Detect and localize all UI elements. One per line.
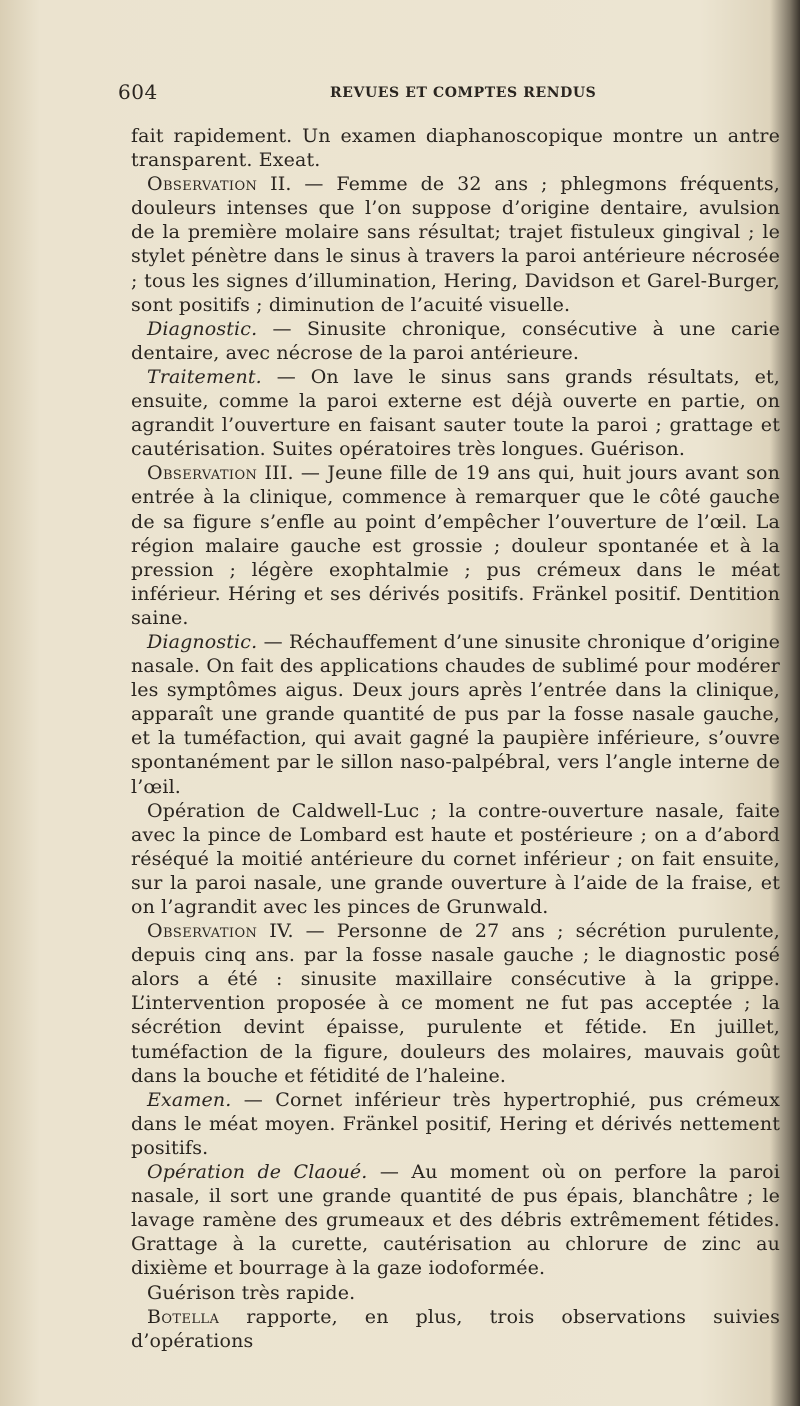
journal-title: REVUES ET COMPTES RENDUS bbox=[330, 85, 597, 101]
paragraph-intro: fait rapidement. Un examen diaphanoscopique montre un antre transparent. Exeat. bbox=[131, 125, 780, 172]
paragraph-observation-2: Observation II. — Femme de 32 ans ; phlegmons fréquents, douleurs intenses que l’on suppose d’origine dentaire, avulsion de la première molaire sans résultat; trajet fistuleux gingival ; le stylet pénètre dans le sinus à travers la paroi antérieure nécrosée ; tous les signes d’illumination, Hering, Davidson et Garel-Burger, sont positifs ; diminution de l’acuité visuelle. bbox=[131, 173, 780, 316]
observation-label: Observation bbox=[147, 462, 258, 485]
section-label: Diagnostic. bbox=[147, 630, 258, 653]
paragraph-observation-3: Observation III. — Jeune fille de 19 ans qui, huit jours avant son entrée à la clinique, commence à remarquer que le côté gauche de sa figure s’enfle au point d’empêcher l’ouverture de l’œil. La région malaire gauche est grossie ; douleur spontanée et à la pression ; légère exophtalmie ; pus crémeux dans le méat inférieur. Héring et ses dérivés positifs. Fränkel positif. Dentition saine. bbox=[131, 462, 780, 629]
observation-label: Observation bbox=[147, 173, 258, 196]
paragraph-diagnostic-2: Diagnostic. — Réchauffement d’une sinusite chronique d’origine nasale. On fait des applications chaudes de sublimé pour modérer les symptômes aigus. Deux jours après l’entrée dans la clinique, apparaît une grande quantité de pus par la fosse nasale gauche, et la tuméfaction, qui avait gagné la paupière inférieure, s’ouvre spontanément par le sillon naso-palpébral, vers l’angle interne de l’œil. bbox=[131, 630, 780, 798]
article-body bbox=[131, 124, 780, 1353]
section-label: Diagnostic. bbox=[147, 317, 258, 340]
paragraph-guerison: Guérison très rapide. bbox=[147, 1281, 356, 1304]
paragraph-operation-caldwell-luc: Opération de Caldwell-Luc ; la contre-ouverture nasale, faite avec la pince de Lombard est haute et postérieure ; on a d’abord réséqué la moitié antérieure du cornet inférieur ; on fait ensuite, sur la paroi nasale, une grande ouverture à l’aide de la fraise, et on l’agrandit avec les pinces de Grunwald. bbox=[131, 799, 780, 918]
section-label: Opération de Claoué. bbox=[147, 1161, 368, 1184]
author-name: Botella bbox=[147, 1305, 220, 1328]
running-head bbox=[118, 80, 718, 104]
paragraph-operation-claoue: Opération de Claoué. — Au moment où on perfore la paroi nasale, il sort une grande quantité de pus épais, blanchâtre ; le lavage ramène des grumeaux et des débris extrêmement fétides. Grattage à la curette, cautérisation au chlorure de zinc au dixième et bourrage à la gaze iodoformée. bbox=[131, 1161, 780, 1280]
section-label: Traitement. bbox=[147, 365, 262, 388]
observation-label: Observation bbox=[147, 920, 258, 943]
paragraph-diagnostic-1: Diagnostic. — Sinusite chronique, consécutive à une carie dentaire, avec nécrose de la paroi antérieure. bbox=[131, 317, 780, 364]
paragraph-examen: Examen. — Cornet inférieur très hypertrophié, pus crémeux dans le méat moyen. Fränkel positif, Hering et dérivés nettement positifs. bbox=[131, 1088, 780, 1159]
page-number: 604 bbox=[118, 80, 158, 104]
paragraph-observation-4: Observation IV. — Personne de 27 ans ; sécrétion purulente, depuis cinq ans. par la fosse nasale gauche ; le diagnostic posé alors a été : sinusite maxillaire consécutive à la grippe. L’intervention proposée à ce moment ne fut pas acceptée ; la sécrétion devint épaisse, purulente et fétide. En juillet, tuméfaction de la figure, douleurs des molaires, mauvais goût dans la bouche et fétidité de l’haleine. bbox=[131, 920, 780, 1087]
paragraph-traitement: Traitement. — On lave le sinus sans grands résultats, et, ensuite, comme la paroi externe est déjà ouverte en partie, on agrandit l’ouverture en faisant sauter toute la paroi ; grattage et cautérisation. Suites opératoires très longues. Guérison. bbox=[131, 365, 780, 461]
section-label: Examen. bbox=[147, 1088, 232, 1111]
paragraph-botella: Botella rapporte, en plus, trois observations suivies d’opérations bbox=[131, 1305, 780, 1352]
